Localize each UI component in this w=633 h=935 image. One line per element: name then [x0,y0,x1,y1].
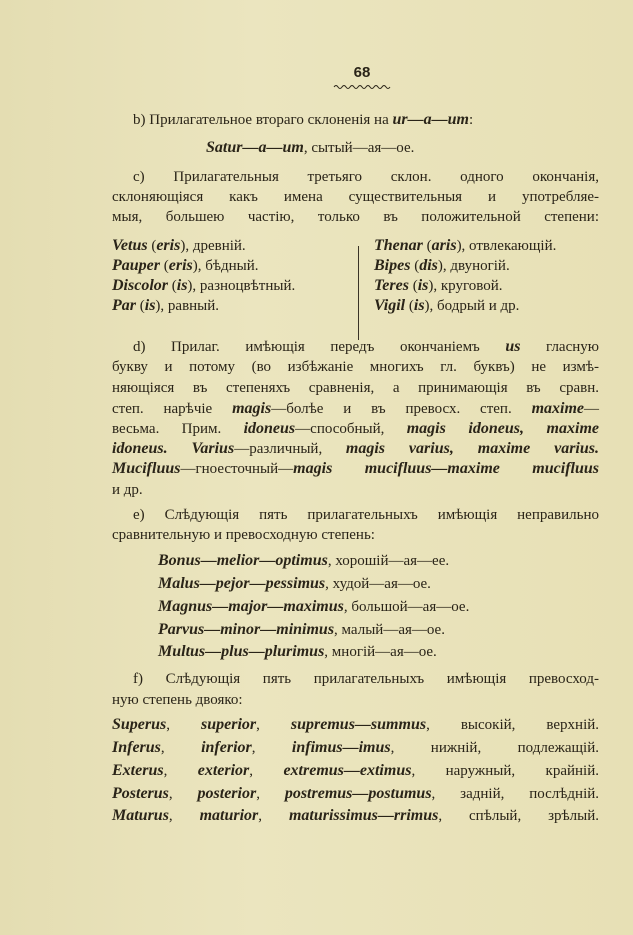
latin-term: Exterus [112,762,164,779]
text-segment: —гноесточный— [180,461,294,477]
latin-term: infimus—imus [291,739,391,756]
latin-term: supremus—summus [290,716,427,733]
latin-term: Inferus [112,739,161,756]
latin-term: maturissimus—rrimus [288,807,439,824]
text-line [112,379,599,397]
text-segment: , [163,763,198,779]
text-segment: букву и потому (во избѣжаніе многихъ гл. буквъ) не измѣ- [112,359,599,375]
text-line [112,481,143,499]
latin-term: magis idoneus, maxime [406,420,599,437]
latin-term: Vetus [112,237,148,254]
text-segment: няющіяся въ степеняхъ сравненія, а принимающія въ сравн. [112,380,599,396]
text-segment: ( [422,238,432,254]
latin-term: extremus—extimus [283,762,412,779]
text-line [158,552,449,570]
latin-term: eris [168,257,193,274]
text-line [158,643,437,661]
text-line [112,440,599,458]
text-segment: , [258,808,289,824]
latin-term: eris [156,237,181,254]
latin-term: Teres [374,277,409,294]
latin-term: is [176,277,188,294]
latin-term: is [413,297,425,314]
latin-term: Pauper [112,257,160,274]
latin-term: is [417,277,429,294]
text-segment: d) Прилаг. имѣющія передъ окончаніемъ [133,339,506,355]
latin-term: ur—a—um [392,111,469,128]
text-segment: ), бѣдный. [192,258,259,274]
text-segment: b) Прилагательное втораго склоненія на [133,112,393,128]
text-segment: , сытый—ая—ое. [303,140,415,156]
text-segment: ), круговой. [428,278,503,294]
text-line [374,237,556,255]
text-segment: ( [160,258,169,274]
text-segment: —различный, [234,441,346,457]
text-segment: , [166,717,202,733]
text-segment: и др. [112,482,143,498]
latin-term: dis [419,257,438,274]
latin-term: postremus—postumus [284,785,432,802]
text-segment: , [249,763,284,779]
text-segment: , высокій, верхній. [426,717,600,733]
text-segment: , [256,717,291,733]
latin-term: Bonus—melior—optimus [158,552,328,569]
text-line [158,598,469,616]
text-line [133,111,473,129]
text-segment: , [251,740,292,756]
text-line [112,762,599,780]
latin-term: Multus—plus—plurimus [158,643,325,660]
text-segment: ( [405,298,414,314]
text-line [374,257,510,275]
latin-term: superior [201,716,257,733]
text-line [112,277,295,295]
text-segment: f) Слѣдующія пять прилагательныхъ имѣющія превосход- [133,671,599,687]
text-segment: весьма. Прим. [112,421,244,437]
text-segment: , наружный, крайній. [411,763,599,779]
text-segment: ), бодрый и др. [424,298,520,314]
latin-term: posterior [197,785,257,802]
text-line [112,358,599,376]
text-line [374,297,519,315]
text-segment: , спѣлый, зрѣлый. [438,808,600,824]
latin-term: Magnus—major—maximus [158,598,344,615]
text-line [112,237,246,255]
text-line [112,188,599,206]
text-line [133,168,599,186]
latin-term: magis varius, maxime varius. [345,440,599,457]
text-line [112,739,599,757]
text-line [112,526,375,544]
latin-term: Posterus [112,785,169,802]
latin-term: Par [112,297,136,314]
latin-term: is [144,297,156,314]
text-segment: ), равный. [155,298,220,314]
text-segment: , нижній, подлежащій. [390,740,599,756]
text-line [112,208,599,226]
decorative-wavy-rule [332,84,392,90]
text-segment: —болѣе и въ превосх. степ. [271,401,532,417]
text-line [158,575,431,593]
text-segment: , большой—ая—ое. [343,599,470,615]
latin-term: idoneus. Varius [112,440,235,457]
text-segment: e) Слѣдующія пять прилагательныхъ имѣющія неправильно [133,507,599,523]
text-segment: , многій—ая—ое. [324,644,437,660]
latin-term: aris [431,237,457,254]
latin-term: inferior [201,739,252,756]
text-segment: ), разноцвѣтный. [187,278,296,294]
text-segment: — [584,401,599,417]
latin-term: us [505,338,521,355]
text-segment: ( [136,298,145,314]
text-segment: ( [168,278,177,294]
text-segment: сравнительную и превосходную степень: [112,527,375,543]
latin-term: idoneus [243,420,296,437]
text-segment: ), двуногій. [437,258,510,274]
text-segment: степ. нарѣчіе [112,401,233,417]
text-line [112,460,599,478]
text-line [112,716,599,734]
text-segment: , задній, послѣдній. [431,786,600,802]
latin-term: maxime [531,400,584,417]
latin-term: Mucifluus [112,460,181,477]
text-segment: ), отвлекающій. [456,238,557,254]
text-segment: ную степень двояко: [112,692,243,708]
text-segment: : [468,112,474,128]
text-segment: —способный, [295,421,407,437]
text-line [112,420,599,438]
text-segment: , [168,786,198,802]
text-segment: ), древній. [180,238,246,254]
text-line [112,785,599,803]
text-line [112,400,599,418]
text-line [112,297,219,315]
text-segment: , [160,740,202,756]
column-divider [358,246,359,340]
text-segment: ( [408,278,418,294]
latin-term: Vigil [374,297,406,314]
latin-term: exterior [197,762,250,779]
latin-term: Maturus [112,807,169,824]
text-segment: мыя, большею частію, только въ положительной степени: [112,209,599,225]
text-segment: , худой—ая—ое. [325,576,431,592]
text-segment: c) Прилагательныя третьяго склон. одного окончанія, [133,169,599,185]
text-line [133,506,599,524]
text-segment: , [168,808,200,824]
text-segment: ( [147,238,157,254]
latin-term: Bipes [374,257,411,274]
text-segment: , малый—ая—ое. [334,622,445,638]
latin-term: Superus [112,716,167,733]
text-segment: склоняющіяся какъ имена существительныя и употребляе- [112,189,599,205]
text-line [374,277,503,295]
text-segment: гласную [520,339,599,355]
text-line [112,257,259,275]
latin-term: Parvus—minor—minimus [158,621,335,638]
latin-term: magis mucifluus—maxime mucifluus [293,460,599,477]
text-line [206,139,414,157]
latin-term: maturior [199,807,259,824]
text-line [133,670,599,688]
latin-term: Malus—pejor—pessimus [158,575,326,592]
latin-term: Satur—a—um [206,139,304,156]
text-segment: ( [410,258,420,274]
text-line [158,621,445,639]
latin-term: Discolor [112,277,168,294]
latin-term: Thenar [374,237,423,254]
text-segment: , [256,786,285,802]
page-number: 68 [353,64,371,81]
latin-term: magis [232,400,272,417]
text-line [112,807,599,825]
text-segment: , хорошій—ая—ее. [327,553,450,569]
text-line [133,338,599,356]
text-line [112,691,243,709]
